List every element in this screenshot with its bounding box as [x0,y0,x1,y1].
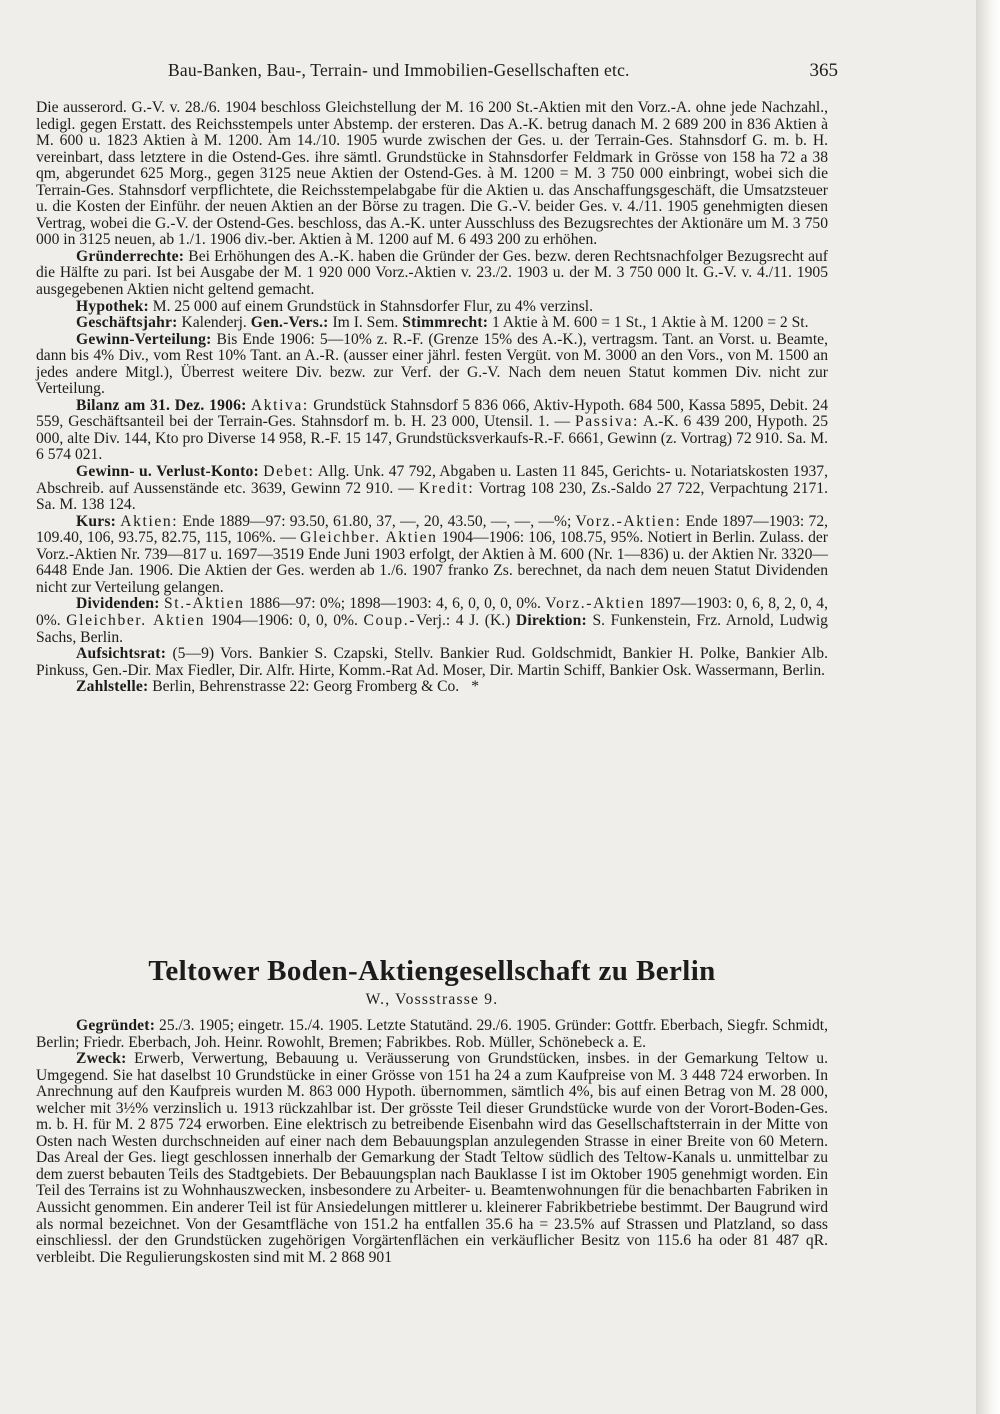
article-body [36,100,828,696]
section-hypothek [36,299,828,316]
page-gutter [976,0,1000,1414]
section-gegruendet [36,1018,828,1051]
section-text: Berlin, Behrenstrasse 22: Georg Fromberg & Co. [148,678,460,696]
section-label: Gründerrechte: [76,247,185,265]
section-text: Bei Erhöhungen des A.-K. haben die Gründer der Ges. bezw. deren Rechtsnachfolger Bezugsrecht auf die Hälfte zu pari. Ist bei Ausgabe der M. 1 920 000 Vorz.-Aktien v. 23./2. 1903 u. der M. 3 750 000 lt. G.-V. v. 4./11. 1905 ausgegebenen Aktien nicht geltend gemacht. [36,247,828,299]
st-text: 1886—97: 0%; 1898—1903: 4, 6, 0, 0, 0, 0%. [244,595,546,613]
passiva-text: A.-K. 6 439 200, Hypoth. 25 000, alte Div. 144, Kto pro Diverse 14 958, R.-F. 15 147, Grundstücksverkaufs-R.-F. 6661, Gewinn (z. Vortrag) 72 910. Sa. M. 6 574 021. [36,413,829,464]
aktien-text: Ende 1889—97: 93.50, 61.80, 37, —, 20, 43.50, —, —, —%; [178,512,576,530]
section-zahlstelle [36,679,828,696]
section-text: 25./3. 1905; eingetr. 15./4. 1905. Letzte Statutänd. 29./6. 1905. Gründer: Gottfr. Eberbach, Siegfr. Schmidt, Berlin; Friedr. Eberbach, Joh. Heinr. Rowohlt, Bremen; Fabrikbes. Rob. Müller, Schönebeck a. E. [36,1017,828,1051]
section-label: Kurs: [76,512,116,530]
vorz-word: Vorz.-Aktien: [575,512,682,530]
coup-text: Verj.: 4 J. (K.) [416,611,516,629]
company-body [36,1018,828,1266]
section-label: Zahlstelle: [76,678,149,696]
section-label: Gegründet: [76,1017,156,1034]
company-address: W., Vossstrasse 9. [365,991,499,1008]
company-heading [36,953,828,1009]
direktion-text: S. Funkenstein, Frz. Arnold, Ludwig Sachs, Berlin. [36,611,828,646]
aktiva-word: Aktiva: [250,396,309,414]
coup-word: Coup.- [363,611,416,629]
section-label: Gewinn-Verteilung: [76,330,212,348]
gleich-word: Gleichber. Aktien [66,611,206,629]
section-label: Stimmrecht: [402,314,489,332]
section-gruenderrechte [36,249,828,299]
intro-paragraph: Die ausserord. G.-V. v. 28./6. 1904 beschloss Gleichstellung der M. 16 200 St.-Aktien mit den Vorz.-A. ohne jede Nachzahl., ledigl. gegen Erstatt. des Reichsstempels unter Abstemp. der ersteren. Das A.-K. betrug danach M. 2 689 200 in 836 Aktien à M. 600 u. 1823 Aktien à M. 1200. Am 14./10. 1905 wurde zwischen der Ges. u. der Terrain-Ges. Stahnsdorf G. m. b. H. vereinbart, dass letztere in die Ostend-Ges. ihre sämtl. Grundstücke in Stahnsdorfer Feldmark in Grösse von 158 ha 72 a 38 qm, abgerundet 625 Morg., gegen 3125 neue Aktien der Ostend-Ges. à M. 1200 = M. 3 750 000 einbringt, wobei sich die Terrain-Ges. Stahnsdorf verpflichtete, die Reichsstempelabgabe für die Aktien u. das Anschaffungsgeschäft, die Umsatzsteuer u. die Kosten der Einführ. der neuen Aktien an der Börse zu tragen. Die G.-V. beider Ges. v. 4./11. 1905 genehmigten diesen Vertrag, wobei die G.-V. der Ostend-Ges. beschloss, das A.-K. unter Ausschluss des Bezugsrechtes der Aktionäre um M. 3 750 000 in 3125 neuen, ab 1./1. 1906 div.-ber. Aktien à M. 1200 auf M. 6 493 200 zu erhöhen. [36,99,828,249]
vorz-word: Vorz.-Aktien [545,595,646,613]
section-gewinn-verteilung [36,332,828,398]
kredit-text: Vortrag 108 230, Zs.-Saldo 27 722, Verpachtung 2171. Sa. M. 138 124. [36,479,828,514]
section-text: 1 Aktie à M. 600 = 1 St., 1 Aktie à M. 1200 = 2 St. [488,314,809,332]
page-header [150,58,850,88]
kredit-word: Kredit: [418,479,475,497]
section-dividenden [36,596,828,646]
debet-text: Allg. Unk. 47 792, Abgaben u. Lasten 11 845, Gerichts- u. Notariatskosten 1937, Abschreib. auf Aussenstände etc. 3639, Gewinn 72 910. — [36,463,828,497]
page-number: 365 [809,60,838,81]
section-label: Hypothek: [76,297,149,315]
section-label: Bilanz am 31. Dez. 1906: [76,396,247,414]
section-geschaeftsjahr [36,315,828,332]
section-bilanz [36,398,828,464]
section-text: (5—9) Vors. Bankier S. Czapski, Stellv. Bankier Rud. Goldschmidt, Bankier H. Polke, Bankier Alb. Pinkuss, Gen.-Dir. Max Fiedler, Dir. Alfr. Hirte, Komm.-Rat Ad. Moser, Dir. Martin Schiff, Bankier Osk. Wassermann, Berlin. [36,645,828,679]
section-label: Dividenden: [76,595,160,613]
debet-word: Debet: [263,463,315,481]
section-text: Bis Ende 1906: 5—10% z. R.-F. (Grenze 15% des A.-K.), vertragsm. Tant. an Vorst. u. Beamte, dann bis 4% Div., vom Rest 10% Tant. an A.-R. (ausser einer jährl. festen Vergüt. von M. 3000 an den Vors., von M. 1500 an jedes andere Mitgl.), Überrest weitere Div. bezw. zur Verf. der G.-V. Nach dem neuen Statut kommen Div. nicht zur Verteilung. [36,330,828,398]
section-label: Gewinn- u. Verlust-Konto: [76,463,259,481]
section-text: Erwerb, Verwertung, Bebauung u. Veräusserung von Grundstücken, insbes. in der Gemarkung Teltow u. Umgegend. Sie hat daselbst 10 Grundstücke in einer Grösse von 151 ha 24 a zum Kaufpreise von M. 3 448 724 erworben. In Anrechnung auf den Kaufpreis wurden M. 863 000 Hypoth. übernommen, sämtlich 4%, bis auf einen Betrag von M. 28 000, welcher mit 3½% verzinslich u. 1913 rückzahlbar ist. Der grösste Teil dieser Grundstücke wurde von der Vorort-Boden-Ges. m. b. H. für M. 2 875 724 erworben. Eine elektrisch zu betreibende Eisenbahn wird das Gesellschaftsterrain in der Mitte von Osten nach Westen durchschneiden auf einer nach dem Bebauungsplan anzulegenden Strasse in einer Breite von 60 Metern. Das Areal der Ges. liegt geschlossen innerhalb der Gemarkung der Stadt Teltow südlich des Teltow-Kanals u. unmittelbar zu dem zuerst bebauten Teils des Stadtgebiets. Der Bebauungsplan nach Bauklasse I ist im Oktober 1905 genehmigt worden. Ein Teil des Terrains ist zu Wohnhauszwecken, insbesondere zu Arbeiter- u. Beamtenwohnungen für die benachbarten Fabriken in Aussicht genommen. Ein anderer Teil ist für Ansiedelungen mittlerer u. kleinerer Fabrikbetriebe bestimmt. Der Baugrund wird als normal bezeichnet. Von der Gesamtfläche von 151.2 ha entfallen 35.6 ha = 23.5% auf Strassen und Platzland, so dass einschliessl. der den Grundstücken zugehörigen Vorgärtenflächen ein verkäuflicher Besitz von 115.6 ha oder 81 487 qR. verbleibt. Die Regulierungskosten sind mit M. 2 868 901 [36,1050,828,1266]
gleich-word: Gleichber. Aktien [300,529,438,547]
st-word: St.-Aktien [164,595,245,613]
vorz-text: 1897—1903: 0, 6, 8, 2, 0, 4, 0%. [36,595,828,629]
section-text: Im I. Sem. [328,314,403,332]
aktien-word: Aktien: [120,512,179,530]
direktion-label: Direktion: [515,611,587,629]
section-label: Gen.-Vers.: [250,314,329,332]
section-gewinn-verlust [36,464,828,514]
section-label: Geschäftsjahr: [76,314,178,332]
section-text: Kalenderj. [177,314,251,332]
section-text: M. 25 000 auf einem Grundstück in Stahnsdorfer Flur, zu 4% verzinsl. [148,297,594,315]
company-title: Teltower Boden-Aktiengesellschaft zu Berlin [148,955,716,987]
section-label: Aufsichtsrat: [76,645,167,663]
section-aufsichtsrat [36,646,828,679]
section-kurs [36,514,828,597]
gleich-text: 1904—1906: 106, 108.75, 95%. Notiert in Berlin. Zulass. der Vorz.-Aktien Nr. 739—817 u. 1697—3519 Ende Juni 1903 erfolgt, der Aktien à M. 600 (Nr. 1—836) u. der Aktien Nr. 3320—6448 Ende Jan. 1906. Die Aktien der Ges. werden ab 1./6. 1907 franko Zs. berechnet, da nach dem neuen Statut Dividenden nicht zur Verteilung gelangen. [36,529,829,596]
running-head: Bau-Banken, Bau-, Terrain- und Immobilien-Gesellschaften etc. [168,60,630,80]
gleich-text: 1904—1906: 0, 0, 0%. [205,611,364,629]
section-zweck [36,1051,828,1266]
vorz-text: Ende 1897—1903: 72, 109.40, 106, 93.75, 82.75, 115, 106%. — [36,512,829,547]
passiva-word: Passiva: [575,413,639,431]
aktiva-text: Grundstück Stahnsdorf 5 836 066, Aktiv-Hypoth. 684 500, Kassa 5895, Debit. 24 559, Geschäftsanteil bei der Terrain-Ges. Stahnsdorf m. b. H. 23 000, Utensil. 1. — [36,396,828,431]
section-label: Zweck: [76,1050,127,1068]
asterisk-mark: * [471,678,479,696]
